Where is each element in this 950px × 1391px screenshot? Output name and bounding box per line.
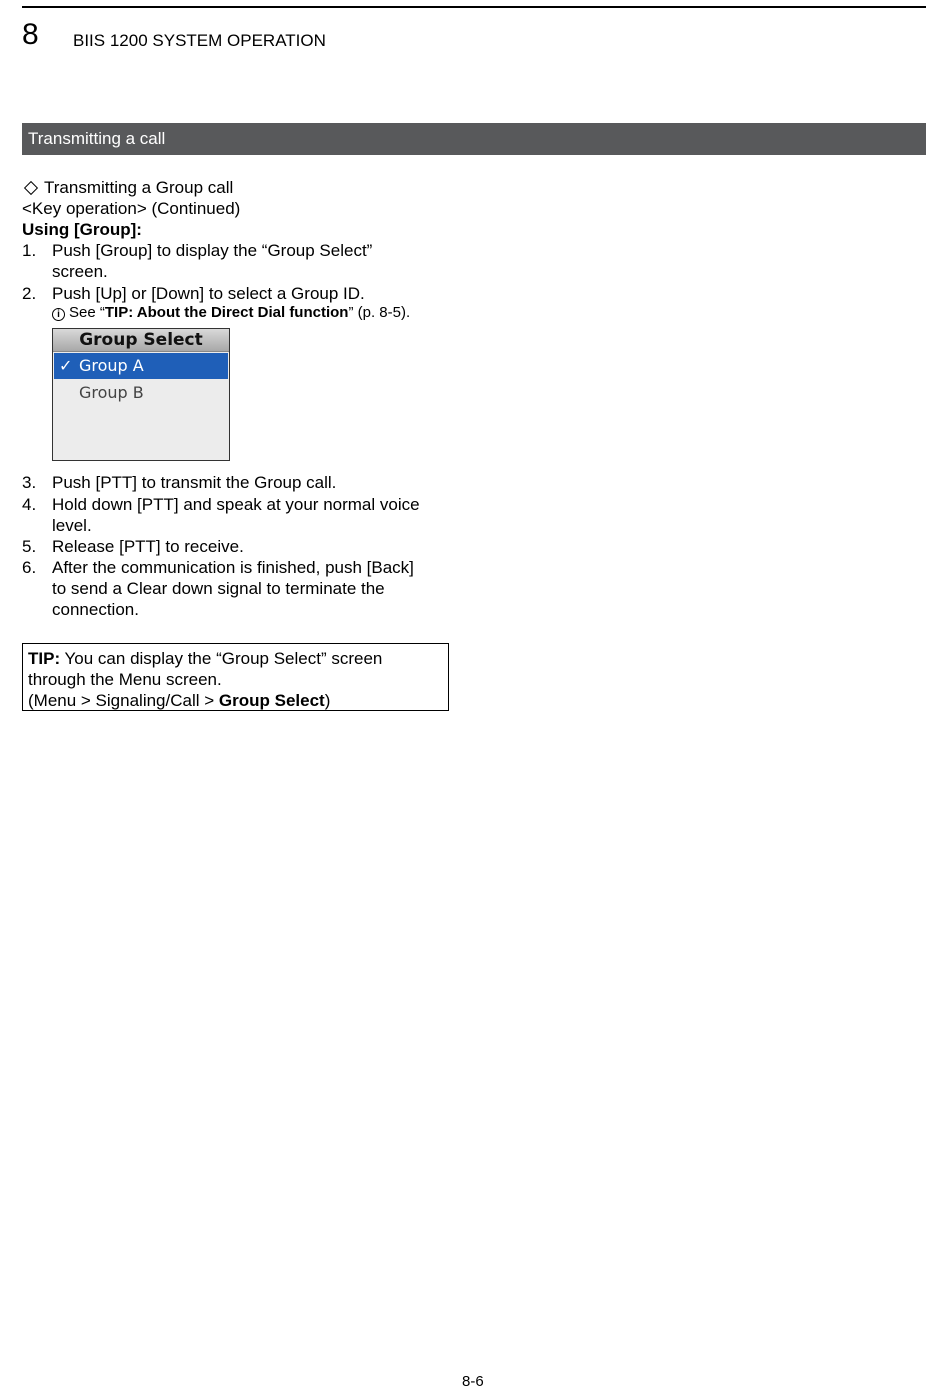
step-text [52,240,372,282]
tip-line-1 [28,648,443,669]
check-icon: ✓ [59,356,73,375]
note-suffix: ” (p. 8-5). [348,304,411,321]
step-line: Push [Group] to display the “Group Select” [52,241,373,260]
page-number: 8-6 [462,1373,484,1390]
step-line: level. [52,516,92,535]
step-line: Hold down [PTT] and speak at your normal voice [52,495,420,514]
step-text [52,557,414,620]
step-text [52,536,244,557]
step-text [52,283,365,304]
subsection-heading [22,177,233,198]
subsection-title: Transmitting a Group call [44,178,234,197]
tip-close-paren: ) [324,691,331,710]
screen-item-label: Group A [79,356,144,375]
step-line: to send a Clear down signal to terminate the [52,579,385,598]
screen-item-group-b [54,380,228,406]
top-rule [22,6,926,8]
tip-line-2: through the Menu screen. [28,670,222,689]
tip-menu-target: Group Select [218,691,325,710]
screen-item-group-a [54,353,228,379]
key-operation-label: <Key operation> (Continued) [22,199,241,218]
screen-item-label: Group B [79,383,144,402]
screen-title: Group Select [53,329,229,352]
note-reference-title: TIP: About the Direct Dial function [104,304,349,321]
tip-box [22,643,449,711]
tip-menu-path: (Menu > Signaling/Call > [28,691,219,710]
step-line: Push [PTT] to transmit the Group call. [52,473,337,492]
diamond-icon [24,180,38,194]
chapter-number: 8 [22,18,39,51]
step-line: Release [PTT] to receive. [52,537,244,556]
step-text [52,472,336,493]
reference-note [52,304,410,322]
section-title: Transmitting a call [28,129,166,148]
chapter-title: BIIS 1200 SYSTEM OPERATION [73,31,326,50]
group-select-screen [52,328,230,461]
step-text [52,494,420,536]
step-number: 1. [22,241,37,260]
using-group-heading: Using [Group]: [22,220,142,239]
step-number: 2. [22,284,37,303]
step-line: connection. [52,600,139,619]
step-line: Push [Up] or [Down] to select a Group ID. [52,284,365,303]
step-number: 6. [22,558,37,577]
tip-text: You can display the “Group Select” screen [60,649,383,668]
section-title-bar [22,123,926,155]
step-line: screen. [52,262,108,281]
step-number: 3. [22,473,37,492]
step-number: 4. [22,495,37,514]
step-line: After the communication is finished, push [Back] [52,558,414,577]
step-number: 5. [22,537,37,556]
tip-label: TIP: [28,649,61,668]
tip-line-3 [28,690,443,711]
note-prefix: See “ [69,304,105,321]
info-icon: i [52,308,65,321]
